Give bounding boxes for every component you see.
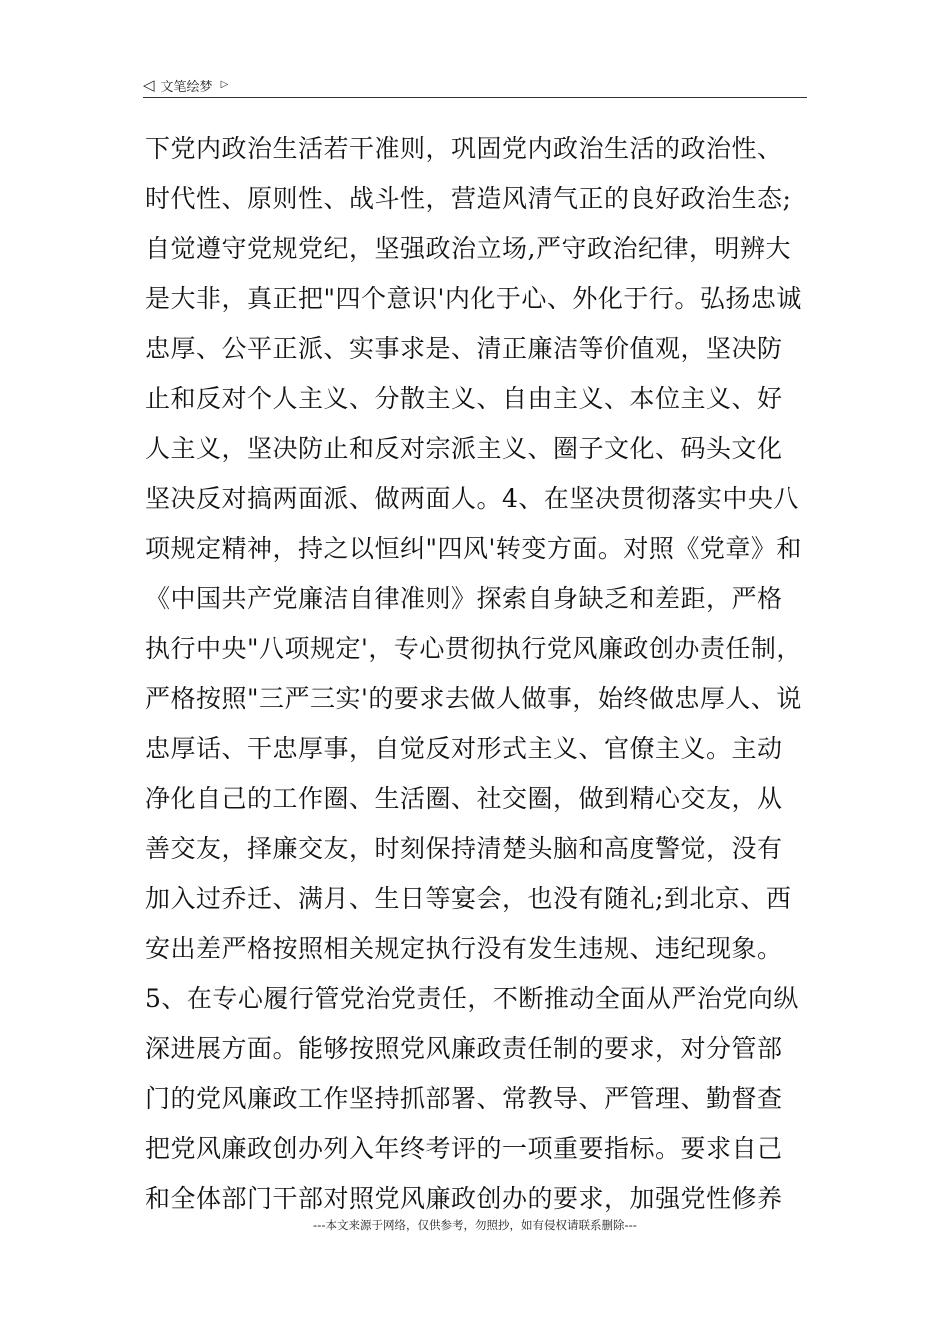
body-text (145, 124, 813, 1224)
text-line: 5、在专心履行管党治党责任，不断推动全面从严治党向纵 (145, 984, 799, 1013)
text-line: 和全体部门干部对照党风廉政创办的要求，加强党性修养 (145, 1184, 783, 1213)
text-line: 净化自己的工作圈、生活圈、社交圈，做到精心交友，从 (145, 784, 783, 813)
text-line: 时代性、原则性、战斗性，营造风清气正的良好政治生态; (145, 184, 792, 213)
text-line: 严格按照"三严三实'的要求去做人做事，始终做忠厚人、说 (145, 684, 802, 713)
text-line: 执行中央"八项规定'，专心贯彻执行党风廉政创办责任制， (145, 634, 802, 663)
header-title: 文笔绘梦 (160, 79, 213, 95)
page-header (143, 73, 807, 97)
text-line: 项规定精神，持之以恒纠"四风'转变方面。对照《党章》和 (145, 534, 802, 563)
text-line: 安出差严格按照相关规定执行没有发生违规、违纪现象。 (145, 934, 783, 963)
text-line: 《中国共产党廉洁自律准则》探索自身缺乏和差距，严格 (145, 584, 783, 613)
text-line: 自觉遵守党规党纪，坚强政治立场,严守政治纪律，明辨大 (145, 234, 791, 263)
text-line: 忠厚、公平正派、实事求是、清正廉洁等价值观，坚决防 (145, 334, 783, 363)
triangle-right-outline-icon: ▷ (220, 79, 229, 90)
header-divider (143, 97, 807, 98)
text-line: 坚决反对搞两面派、做两面人。4、在坚决贯彻落实中央八 (145, 484, 799, 513)
text-line: 忠厚话、干忠厚事，自觉反对形式主义、官僚主义。主动 (145, 734, 783, 763)
text-line: 人主义，坚决防止和反对宗派主义、圈子文化、码头文化 (145, 434, 783, 463)
text-line: 善交友，择廉交友，时刻保持清楚头脑和高度警觉，没有 (145, 834, 783, 863)
text-line: 深进展方面。能够按照党风廉政责任制的要求，对分管部 (145, 1034, 783, 1063)
text-line: 门的党风廉政工作坚持抓部署、常教导、严管理、勤督查 (145, 1084, 783, 1113)
text-line: 把党风廉政创办列入年终考评的一项重要指标。要求自己 (145, 1134, 783, 1163)
footer-disclaimer: ---本文来源于网络，仅供参考，勿照抄，如有侵权请联系删除--- (313, 1218, 637, 1232)
text-line: 加入过乔迁、满月、生日等宴会，也没有随礼;到北京、西 (145, 884, 792, 913)
text-line: 止和反对个人主义、分散主义、自由主义、本位主义、好 (145, 384, 783, 413)
text-line: 下党内政治生活若干准则，巩固党内政治生活的政治性、 (145, 134, 783, 163)
text-line: 是大非，真正把"四个意识'内化于心、外化于行。弘扬忠诚 (145, 284, 802, 313)
triangle-left-outline-icon: ◁ (143, 75, 155, 94)
